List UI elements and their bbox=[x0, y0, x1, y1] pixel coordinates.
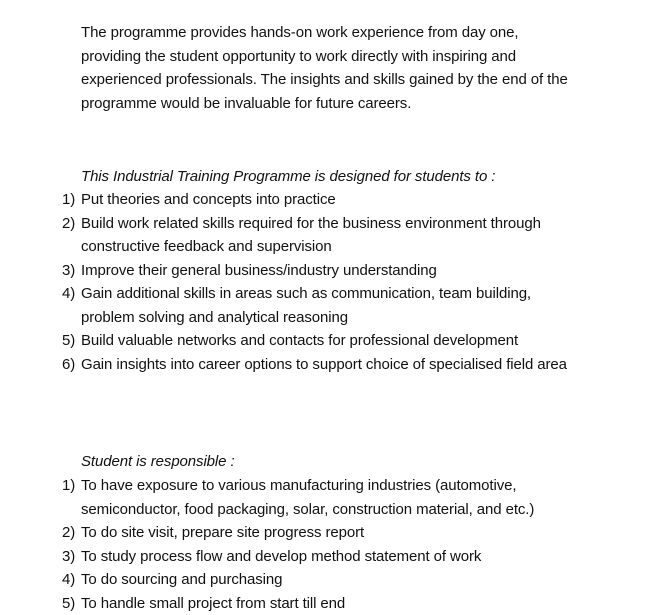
list-item bbox=[62, 474, 652, 521]
list-item bbox=[62, 259, 652, 283]
list-item-text: To have exposure to various manufacturing industries (automotive, semiconductor, food packaging, solar, construction material, and etc.) bbox=[81, 474, 652, 521]
responsibilities-list bbox=[62, 474, 652, 615]
list-item-text: To study process flow and develop method statement of work bbox=[81, 545, 652, 569]
objectives-list bbox=[62, 188, 652, 376]
list-item-text: To handle small project from start till end bbox=[81, 592, 652, 615]
intro-paragraph: The programme provides hands-on work experience from day one, providing the student opportunity to work directly with inspiring and experienced professionals. The insights and skills gained by the end of the programme would be invaluable for future careers. bbox=[81, 21, 641, 115]
list-item-number: 5) bbox=[62, 592, 81, 615]
list-item-text: Put theories and concepts into practice bbox=[81, 188, 652, 212]
list-item-number: 2) bbox=[62, 521, 81, 545]
list-item-number: 4) bbox=[62, 282, 81, 329]
list-item-number: 6) bbox=[62, 353, 81, 377]
responsibilities-heading: Student is responsible : bbox=[81, 450, 235, 474]
list-item bbox=[62, 212, 652, 259]
list-item bbox=[62, 592, 652, 615]
list-item-text: Gain insights into career options to support choice of specialised field area bbox=[81, 353, 652, 377]
list-item-number: 1) bbox=[62, 188, 81, 212]
list-item bbox=[62, 329, 652, 353]
list-item-number: 4) bbox=[62, 568, 81, 592]
list-item-number: 3) bbox=[62, 545, 81, 569]
list-item-number: 1) bbox=[62, 474, 81, 521]
list-item-number: 3) bbox=[62, 259, 81, 283]
list-item-number: 5) bbox=[62, 329, 81, 353]
objectives-heading: This Industrial Training Programme is designed for students to : bbox=[81, 165, 495, 189]
list-item-text: To do sourcing and purchasing bbox=[81, 568, 652, 592]
list-item-text: Build work related skills required for the business environment through constructive feedback and supervision bbox=[81, 212, 652, 259]
list-item-text: To do site visit, prepare site progress report bbox=[81, 521, 652, 545]
list-item-text: Build valuable networks and contacts for professional development bbox=[81, 329, 652, 353]
list-item-number: 2) bbox=[62, 212, 81, 259]
list-item bbox=[62, 545, 652, 569]
list-item bbox=[62, 568, 652, 592]
list-item-text: Gain additional skills in areas such as communication, team building, problem solving and analytical reasoning bbox=[81, 282, 652, 329]
list-item bbox=[62, 521, 652, 545]
list-item bbox=[62, 353, 652, 377]
list-item-text: Improve their general business/industry understanding bbox=[81, 259, 652, 283]
list-item bbox=[62, 282, 652, 329]
list-item bbox=[62, 188, 652, 212]
